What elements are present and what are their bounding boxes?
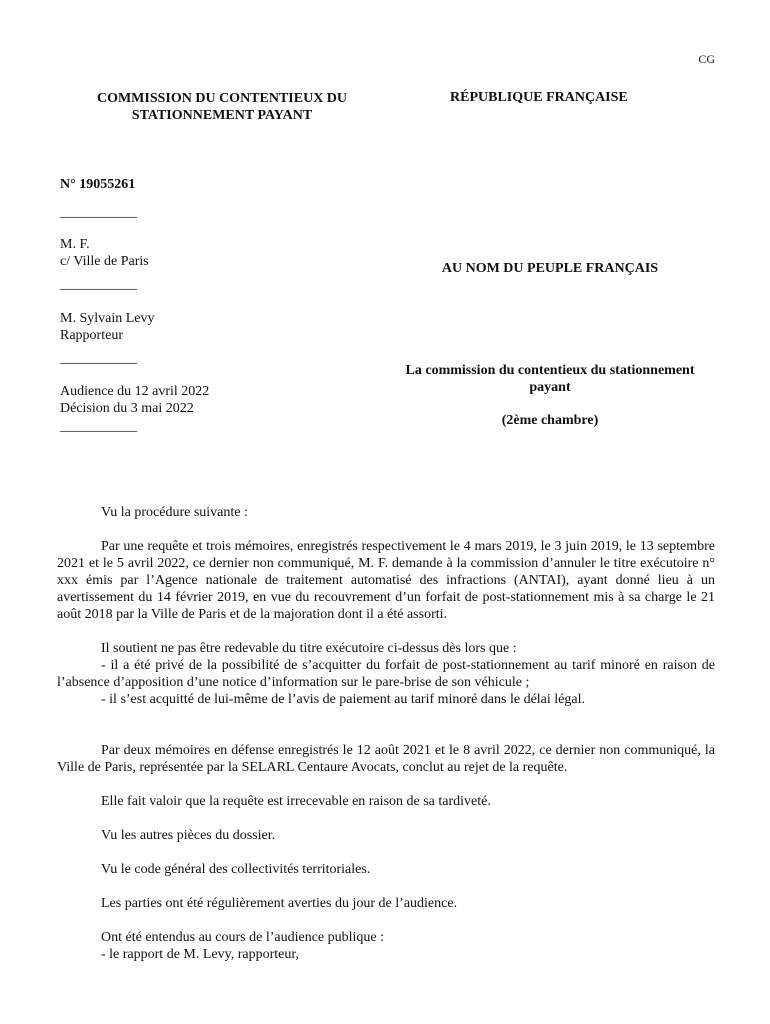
document-body [57,504,715,980]
party-applicant: M. F. [60,237,90,252]
chamber-label: (2ème chambre) [501,413,599,428]
procedure-heading: Vu la procédure suivante : [101,505,248,520]
paragraph-hearing [57,929,715,963]
paragraph-request: Par une requête et trois mémoires, enregistrés respectivement le 4 mars 2019, le 3 juin 2019, le 13 septembre 2021 et le 5 avril 2022, ce dernier non communiqué, M. F. demande à la commission d’annuler le titre exécutoire n° xxx émis par l’Agence nationale de traitement automatisé des infractions (ANTAI), ayant donné lieu à un avertissement du 14 février 2019, en vue du recouvrement d’un forfait de post-stationnement mis à sa charge le 21 août 2018 par la Ville de Paris et de la majoration dont il a été assorti. [57,539,715,622]
paragraph-inadmissibility: Elle fait valoir que la requête est irrecevable en raison de sa tardiveté. [101,794,491,809]
rapporteur-block [60,310,155,344]
people-heading: AU NOM DU PEUPLE FRANÇAIS [441,261,659,276]
argument-item-2: - il s’est acquitté de lui-même de l’avis de paiement au tarif minoré dans le délai légal. [101,692,585,707]
commission-header [80,90,364,124]
rapporteur-title: Rapporteur [60,328,123,343]
case-number: N° 19055261 [60,177,136,192]
rapporteur-name: M. Sylvain Levy [60,311,155,326]
document-reference-code: CG [698,52,715,66]
commission-header-line1: COMMISSION DU CONTENTIEUX DU [96,91,348,106]
paragraph-other-documents: Vu les autres pièces du dossier. [101,828,276,843]
commission-header-line2: STATIONNEMENT PAYANT [131,108,313,123]
commission-title-line1: La commission du contentieux du stationnement [405,363,695,378]
dates-block [60,383,209,417]
republic-header: RÉPUBLIQUE FRANÇAISE [450,90,628,105]
paragraph-arguments [57,640,715,708]
party-respondent: c/ Ville de Paris [60,254,149,269]
hearing-intro: Ont été entendus au cours de l’audience publique : [101,930,385,945]
separator-4: ___________ [60,419,137,434]
decision-date: Décision du 3 mai 2022 [60,401,194,416]
argument-item-1: - il a été privé de la possibilité de s’acquitter du forfait de post-stationnement au tarif minoré en raison de l’absence d’apposition d’une notice d’information sur le pare-brise de son véhicule ; [57,658,715,690]
paragraph-legal-code: Vu le code général des collectivités territoriales. [101,862,371,877]
paragraph-defense: Par deux mémoires en défense enregistrés le 12 août 2021 et le 8 avril 2022, ce dernier non communiqué, la Ville de Paris, représentée par la SELARL Centaure Avocats, conclut au rejet de la requête. [57,743,715,775]
commission-title [385,362,715,396]
separator-3: ___________ [60,351,137,366]
hearing-item-1: - le rapport de M. Levy, rapporteur, [101,947,299,962]
arguments-intro: Il soutient ne pas être redevable du titre exécutoire ci-dessus dès lors que : [101,641,517,656]
paragraph-parties-notified: Les parties ont été régulièrement averties du jour de l’audience. [101,896,458,911]
separator-2: ___________ [60,277,137,292]
hearing-date: Audience du 12 avril 2022 [60,384,210,399]
separator-1: ___________ [60,205,137,220]
parties-block [60,236,149,270]
commission-title-line2: payant [529,380,571,395]
